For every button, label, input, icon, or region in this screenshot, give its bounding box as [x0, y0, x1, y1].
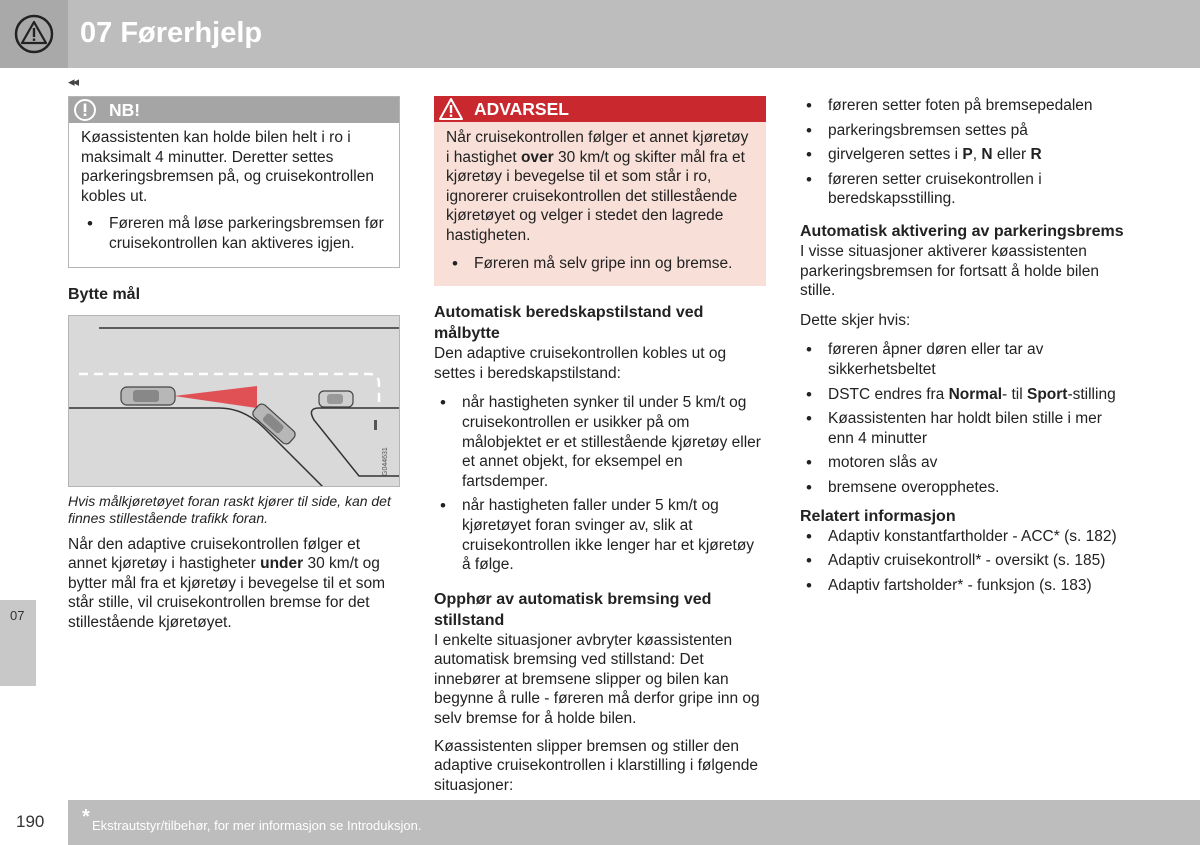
figure-caption: Hvis målkjøretøyet foran raskt kjører til side, kan det finnes stillestående trafikk foran.	[68, 492, 391, 526]
related-link[interactable]: • Adaptiv fartsholder* - funksjon (s. 183)	[800, 576, 1132, 596]
asterisk-icon: *	[82, 806, 90, 828]
list-item: • parkeringsbremsen settes på	[800, 121, 1132, 141]
warning-icon	[438, 97, 464, 121]
list-item: • når hastigheten synker til under 5 km/t og cruisekontrollen er usikker på om målobjektet er et stillestående kjøretøy eller et annet objekt, for eksempel en fartsdemper.	[434, 393, 766, 491]
warning-body	[434, 122, 766, 286]
nb-note-text: Køassistenten kan holde bilen helt i ro i maksimalt 4 minutter. Deretter settes parkeringsbremsen på, og cruisekontrollen kobles ut.	[81, 129, 374, 205]
section-heading-bytte-maal: Bytte mål	[68, 285, 141, 303]
list-item: • Føreren må selv gripe inn og bremse.	[446, 254, 756, 274]
list-item: • girvelgeren settes i P, N eller R	[800, 145, 1132, 165]
info-icon	[73, 98, 97, 122]
nb-note-title: NB!	[109, 100, 141, 120]
target-switch-illustration	[68, 315, 400, 487]
warning-box	[434, 96, 766, 286]
list-item: • når hastigheten faller under 5 km/t og kjøretøyet foran svinger av, slik at cruisekontrollen ikke lenger har et kjøretøy å følge.	[434, 496, 766, 574]
footer-bar	[68, 800, 1200, 845]
warning-header	[434, 96, 766, 122]
page-title: 07 Førerhjelp	[80, 17, 263, 49]
nb-note-header	[69, 97, 399, 123]
stop-braking-para2: Køassistenten slipper bremsen og stiller den adaptive cruisekontrollen i klarstilling i følgende situasjoner:	[434, 737, 758, 794]
road-diagram	[69, 316, 400, 487]
figure-code: G044631	[382, 446, 389, 476]
page-footer	[0, 800, 1200, 845]
chapter-header	[0, 0, 1200, 68]
section-heading-standby: Automatisk beredskapstilstand ved målbytte	[434, 304, 704, 343]
list-item: • DSTC endres fra Normal- til Sport-stilling	[800, 385, 1132, 405]
stationary-car-icon	[319, 391, 353, 407]
warning-title: ADVARSEL	[474, 99, 569, 119]
related-links-list	[800, 527, 1132, 596]
list-item: • Køassistenten har holdt bilen stille i mer enn 4 minutter	[800, 409, 1132, 448]
list-item: • føreren setter foten på bremsepedalen	[800, 96, 1132, 116]
auto-brake-conditions-list	[800, 340, 1132, 497]
list-item: • bremsene overopphetes.	[800, 478, 1132, 498]
stop-braking-para1: I enkelte situasjoner avbryter køassistenten automatisk bremsing ved stillstand: Det innebører at bremsene slipper og bilen kan begynne å rulle - føreren må derfor gripe inn og selv bremse for å holde bilen.	[434, 631, 760, 728]
column-2	[434, 96, 766, 795]
section-heading-stop-braking: Opphør av automatisk bremsing ved stillstand	[434, 590, 712, 629]
back-navigation-icon[interactable]: ◂◂	[68, 74, 78, 89]
own-car-icon	[121, 387, 175, 405]
related-link[interactable]: • Adaptiv konstantfartholder - ACC* (s. 182)	[800, 527, 1132, 547]
chapter-tab-label: 07	[10, 608, 25, 623]
standby-intro: Den adaptive cruisekontrollen kobles ut og settes i beredskapstilstand:	[434, 345, 727, 382]
release-conditions-list	[800, 96, 1132, 209]
nb-note-list	[81, 214, 389, 253]
happens-label: Dette skjer hvis:	[800, 311, 911, 329]
page-number: 190	[16, 812, 45, 831]
column-1	[68, 96, 400, 633]
list-item: • Føreren må løse parkeringsbremsen før cruisekontrollen kan aktiveres igjen.	[81, 214, 389, 253]
warning-list	[446, 254, 756, 274]
section-heading-auto-brake: Automatisk aktivering av parkeringsbrems	[800, 222, 1124, 240]
warning-triangle-icon	[14, 14, 54, 54]
bytte-maal-paragraph: Når den adaptive cruisekontrollen følger et annet kjøretøy i hastigheter under 30 km/t og bytter mål fra et kjøretøy i bevegelse til et som står stille, vil cruisekontrollen bremse for det stillestående kjøretøyet.	[68, 535, 385, 631]
header-icon-box	[0, 0, 68, 68]
section-heading-related: Relatert informasjon	[800, 507, 956, 525]
list-item: • føreren setter cruisekontrollen i beredskapsstilling.	[800, 170, 1132, 209]
auto-brake-para: I visse situasjoner aktiverer køassistenten parkeringsbremsen for fortsatt å holde bilen stille.	[800, 242, 1099, 300]
related-link[interactable]: • Adaptiv cruisekontroll* - oversikt (s. 185)	[800, 551, 1132, 571]
list-item: • motoren slås av	[800, 453, 1132, 473]
list-item: • føreren åpner døren eller tar av sikkerhetsbeltet	[800, 340, 1132, 379]
nb-note-box	[68, 96, 400, 268]
page-number-box	[0, 800, 68, 845]
standby-list	[434, 393, 766, 574]
column-3	[800, 96, 1132, 600]
nb-note-body	[69, 123, 399, 267]
footer-note: Ekstrautstyr/tilbehør, for mer informasjon se Introduksjon.	[92, 818, 422, 833]
chapter-tab[interactable]	[0, 600, 36, 686]
warning-text: Når cruisekontrollen følger et annet kjøretøy i hastighet over 30 km/t og skifter mål fra et kjøretøy i bevegelse til et som står i ro, ignorerer cruisekontrollen det stillestående kjøretøyet og velger i stedet den lagrede hastigheten.	[446, 129, 749, 244]
